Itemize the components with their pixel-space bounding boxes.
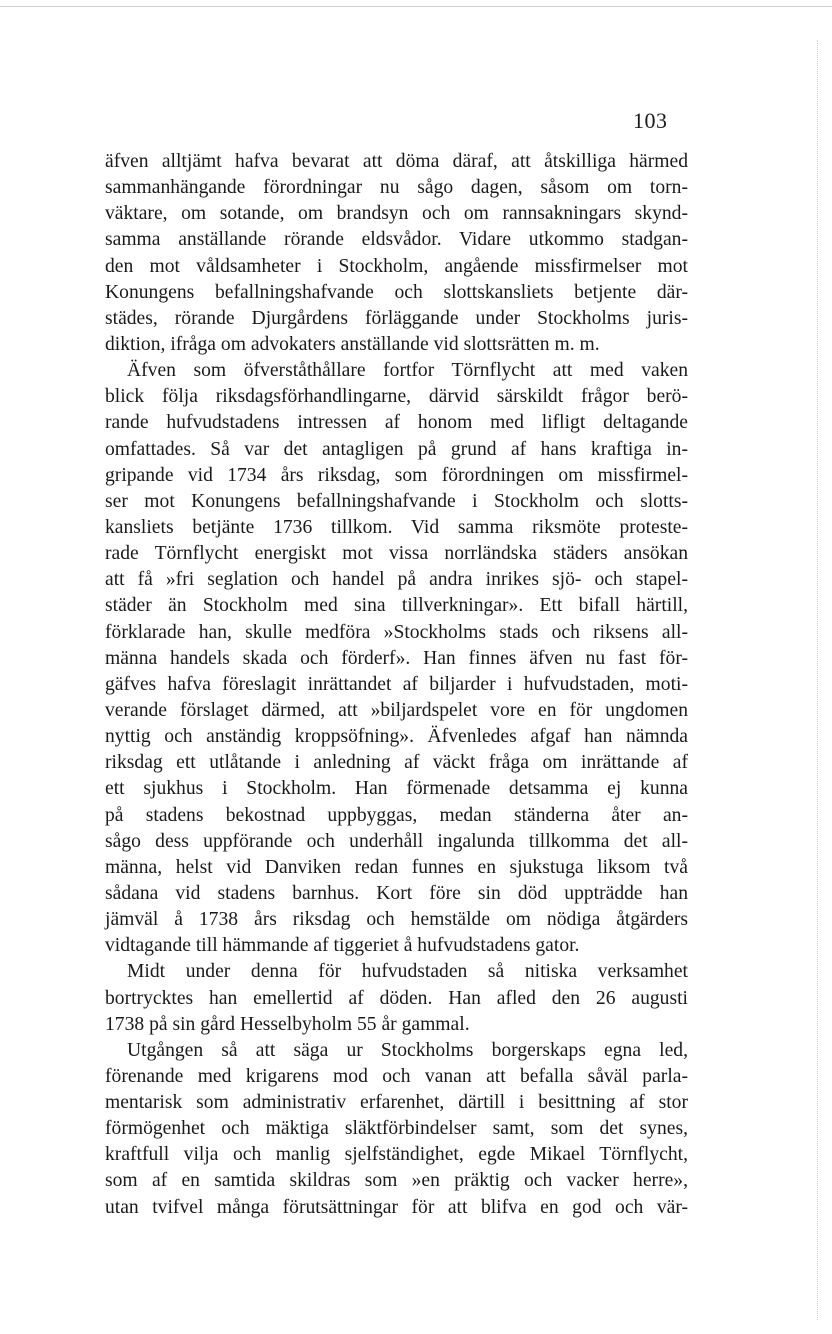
text-line: rande hufvudstadens intressen af honom med lifligt deltagande (105, 412, 688, 434)
paragraph-3 (105, 959, 688, 1037)
text-line: äfven alltjämt hafva bevarat att döma däraf, att åtskilliga härmed (105, 151, 688, 172)
page-number: 103 (633, 108, 668, 133)
text-line: Midt under denna för hufvudstaden så nitiska verksamhet (127, 961, 688, 983)
text-line: ser mot Konungens befallningshafvande i Stockholm och slotts- (105, 490, 688, 512)
paragraph-1 (105, 149, 688, 358)
text-line: Äfven som öfverståthållare fortfor Törnflycht att med vaken (127, 360, 688, 382)
text-line: städes, rörande Djurgårdens förläggande under Stockholms juris- (105, 307, 688, 329)
text-line: 1738 på sin gård Hesselbyholm 55 år gammal. (105, 1013, 470, 1035)
text-line: utan tvifvel många förutsättningar för att blifva en god och vär- (105, 1196, 688, 1218)
page-right-edge (817, 40, 818, 1320)
text-line: sammanhängande förordningar nu sågo dagen, såsom om torn- (105, 177, 688, 199)
text-line: riksdag ett utlåtande i anledning af väckt fråga om inrättande af (105, 752, 688, 774)
text-line: sådana vid stadens barnhus. Kort före sin död uppträdde han (105, 882, 688, 904)
text-line: jämväl å 1738 års riksdag och hemstälde om nödiga åtgärders (105, 909, 688, 931)
text-line: gäfves hafva föreslagit inrättandet af biljarder i hufvudstaden, moti- (105, 673, 688, 695)
text-line: nyttig och anständig kroppsöfning». Äfvenledes afgaf han nämnda (105, 726, 688, 748)
text-line: väktare, om sotande, om brandsyn och om rannsakningars skynd- (105, 203, 688, 225)
body-text (105, 149, 688, 1221)
text-line: städer än Stockholm med sina tillverkningar». Ett bifall härtill, (105, 595, 688, 617)
paragraph-2 (105, 358, 688, 959)
text-line: att få »fri seglation och handel på andra inrikes sjö- och stapel- (105, 569, 688, 591)
text-line: kraftfull vilja och manlig sjelfständighet, egde Mikael Törnflycht, (105, 1144, 688, 1166)
text-line: mentarisk som administrativ erfarenhet, därtill i besittning af stor (105, 1092, 688, 1114)
text-line: kansliets betjänte 1736 tillkom. Vid samma riksmöte proteste- (105, 516, 688, 538)
paragraph-4 (105, 1038, 688, 1221)
text-line: förenande med krigarens mod och vanan att befalla såväl parla- (105, 1065, 688, 1087)
text-line: gripande vid 1734 års riksdag, som förordningen om missfirmel- (105, 464, 688, 486)
text-line: som af en samtida skildras som »en präktig och vacker herre», (105, 1170, 688, 1192)
text-line: verande förslaget därmed, att »biljardspelet vore en för ungdomen (105, 699, 688, 721)
text-line: den mot våldsamheter i Stockholm, angående missfirmelser mot (105, 255, 688, 277)
text-line: på stadens bekostnad uppbyggas, medan ständerna åter an- (105, 804, 688, 826)
text-line: diktion, ifråga om advokaters anställande vid slottsrätten m. m. (105, 333, 600, 355)
text-line: rade Törnflycht energiskt mot vissa norrländska städers ansökan (105, 543, 688, 565)
text-line: männa, helst vid Danviken redan funnes en sjukstuga liksom två (105, 856, 688, 878)
text-line: sågo dess uppförande och underhåll ingalunda tillkomma det all- (105, 830, 688, 852)
text-line: omfattades. Så var det antagligen på grund af hans kraftiga in- (105, 438, 688, 460)
text-line: förmögenhet och mäktiga släktförbindelser samt, som det synes, (105, 1118, 688, 1140)
text-line: bortrycktes han emellertid af döden. Han afled den 26 augusti (105, 987, 688, 1009)
text-line: ett sjukhus i Stockholm. Han förmenade detsamma ej kunna (105, 778, 688, 800)
text-line: Konungens befallningshafvande och slottskansliets betjente där- (105, 281, 688, 303)
page-top-edge (0, 6, 832, 7)
text-line: förklarade han, skulle medföra »Stockholms stads och riksens all- (105, 621, 688, 643)
text-line: Utgången så att säga ur Stockholms borgerskaps egna led, (127, 1039, 688, 1061)
text-line: vidtagande till hämmande af tiggeriet å hufvudstadens gator. (105, 935, 580, 957)
text-line: blick följa riksdagsförhandlingarne, därvid särskildt frågor berö- (105, 386, 688, 408)
text-line: männa handels skada och förderf». Han finnes äfven nu fast för- (105, 647, 688, 669)
text-line: samma anställande rörande eldsvådor. Vidare utkommo stadgan- (105, 229, 688, 251)
